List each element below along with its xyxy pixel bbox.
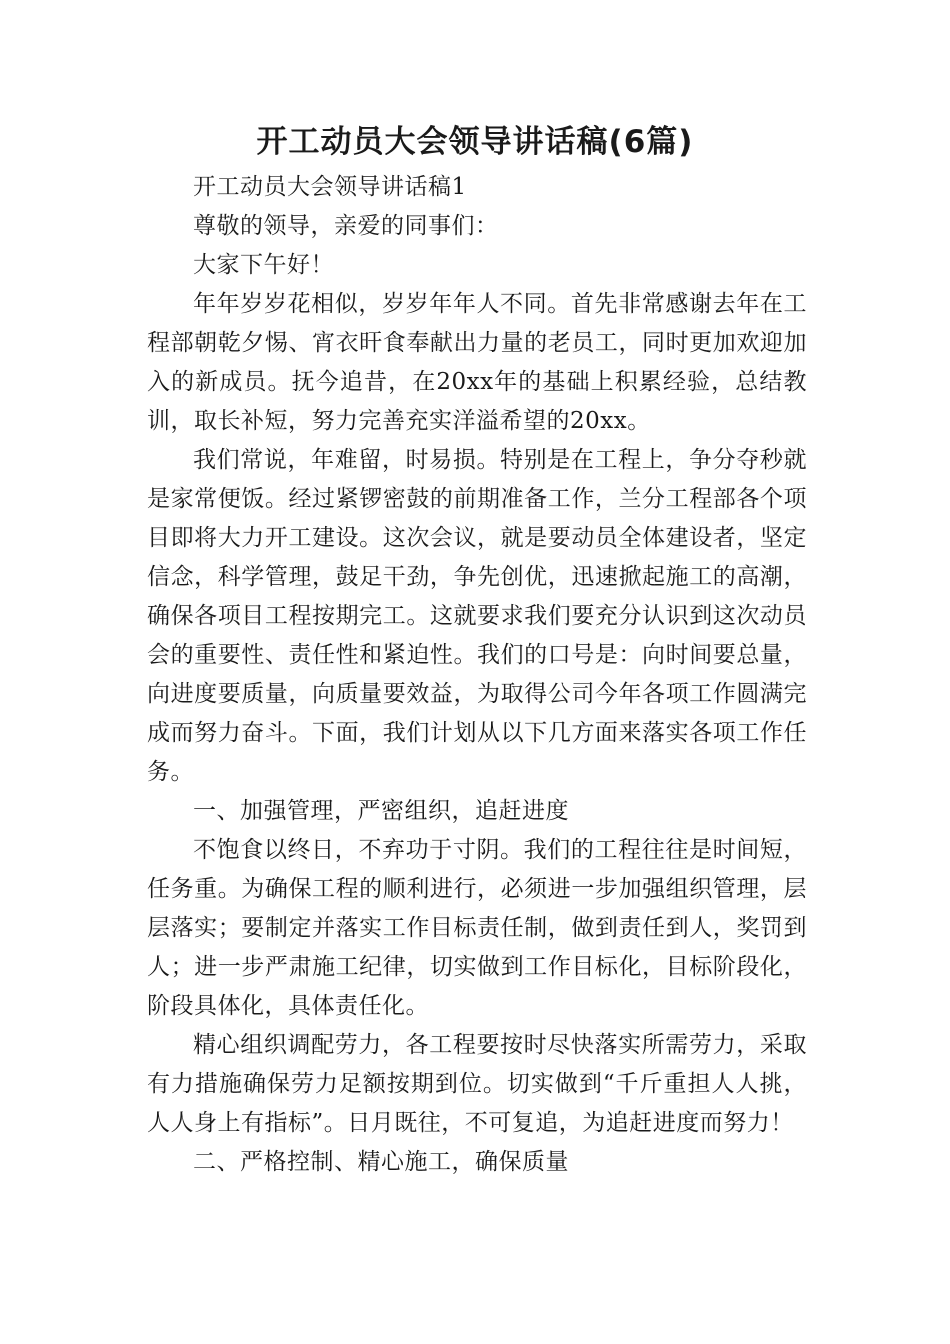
salutation-paragraph: 尊敬的领导，亲爱的同事们： — [193, 213, 499, 239]
greeting-paragraph: 大家下午好！ — [193, 252, 334, 278]
body-paragraph: 年年岁岁花相似，岁岁年年人不同。首先非常感谢去年在工程部朝乾夕惕、宵衣旰食奉献出力量的老员工，同时更加欢迎加入的新成员。抚今追昔，在20xx年的基础上积累经验，总结教训，取长补短，努力完善充实洋溢希望的20xx。 — [147, 291, 807, 434]
section-heading: 一、加强管理，严密组织，追赶进度 — [193, 798, 569, 824]
body-paragraph: 不饱食以终日，不弃功于寸阴。我们的工程往往是时间短，任务重。为确保工程的顺利进行，必须进一步加强组织管理，层层落实；要制定并落实工作目标责任制，做到责任到人，奖罚到人；进一步严肃施工纪律，切实做到工作目标化，目标阶段化，阶段具体化，具体责任化。 — [147, 837, 807, 1019]
document-title: 开工动员大会领导讲话稿(6篇) — [256, 124, 694, 160]
document-body — [147, 168, 807, 1182]
body-paragraph: 精心组织调配劳力，各工程要按时尽快落实所需劳力，采取有力措施确保劳力足额按期到位。切实做到“千斤重担人人挑，人人身上有指标”。日月既往，不可复追，为追赶进度而努力！ — [147, 1032, 807, 1136]
section-heading: 二、严格控制、精心施工，确保质量 — [193, 1149, 569, 1175]
body-paragraph: 我们常说，年难留，时易损。特别是在工程上，争分夺秒就是家常便饭。经过紧锣密鼓的前期准备工作，兰分工程部各个项目即将大力开工建设。这次会议，就是要动员全体建设者，坚定信念，科学管理，鼓足干劲，争先创优，迅速掀起施工的高潮，确保各项目工程按期完工。这就要求我们要充分认识到这次动员会的重要性、责任性和紧迫性。我们的口号是：向时间要总量，向进度要质量，向质量要效益，为取得公司今年各项工作圆满完成而努力奋斗。下面，我们计划从以下几方面来落实各项工作任务。 — [147, 447, 807, 785]
subtitle-paragraph: 开工动员大会领导讲话稿1 — [193, 174, 467, 200]
